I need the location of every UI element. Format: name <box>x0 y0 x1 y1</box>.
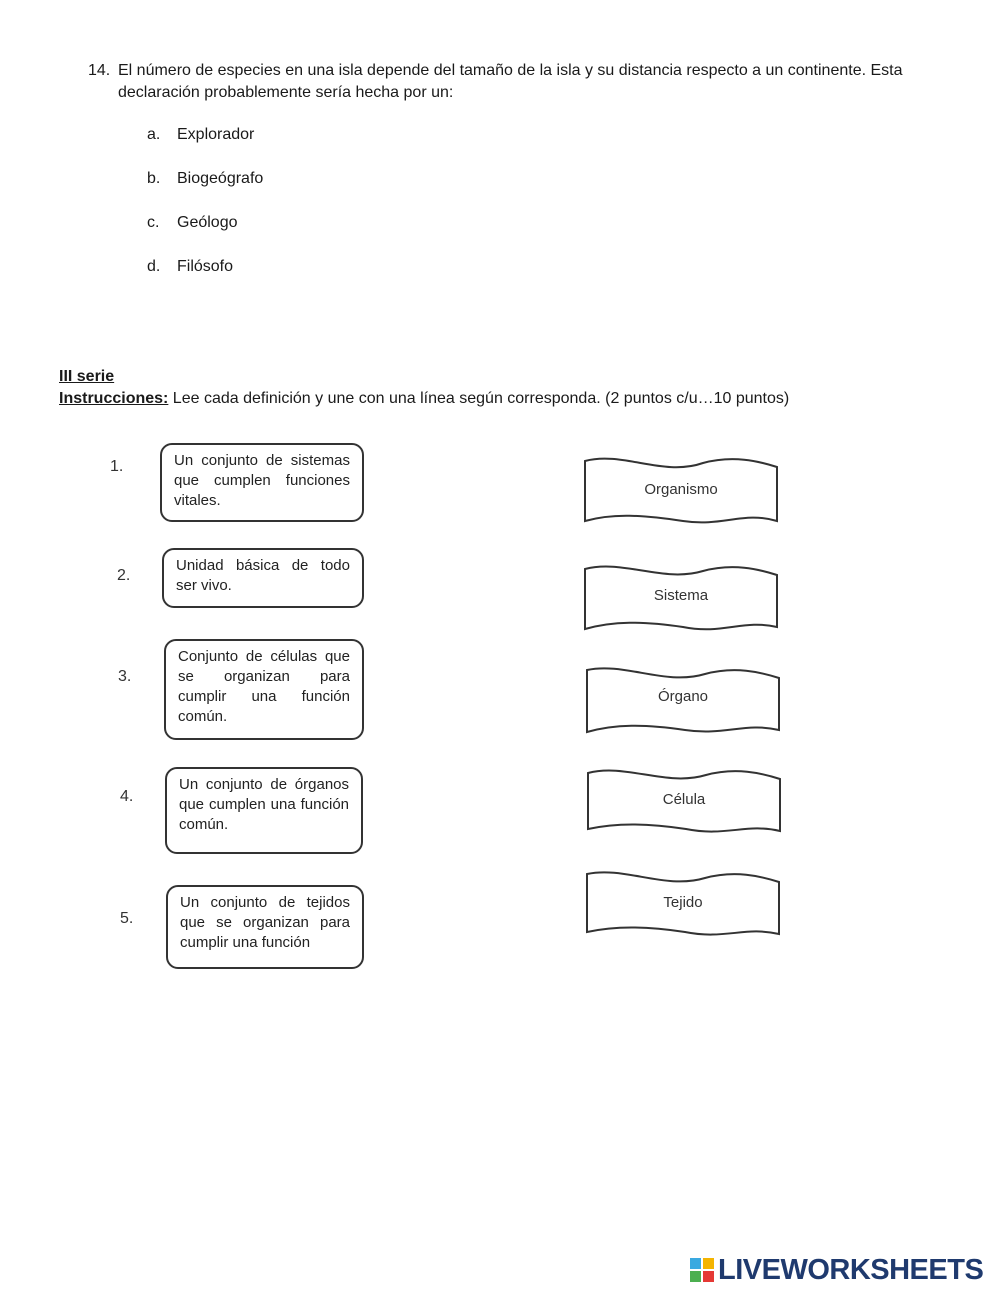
instructions <box>59 390 789 408</box>
term-label: Célula <box>662 791 706 808</box>
option-letter: a. <box>147 126 161 143</box>
question-text: El número de especies en una isla depende del tamaño de la isla y su distancia respecto a un continente. Esta declaración probablemente sería hecha por un: <box>118 62 903 101</box>
term-flag-celula[interactable] <box>586 767 782 839</box>
definition-box-1[interactable]: Un conjunto de sistemas que cumplen funciones vitales. <box>160 443 364 522</box>
term-flag-organismo[interactable] <box>583 457 779 529</box>
logo-text: LIVEWORKSHEETS <box>718 1254 984 1286</box>
option-letter: d. <box>147 258 161 275</box>
term-label: Órgano <box>657 688 709 705</box>
definition-box-2[interactable]: Unidad básica de todo ser vivo. <box>162 548 364 608</box>
term-label: Organismo <box>644 481 718 498</box>
definition-number: 5. <box>120 910 134 927</box>
option-text: Filósofo <box>177 258 234 275</box>
option-d[interactable] <box>147 258 233 276</box>
term-flag-organo[interactable] <box>585 666 781 738</box>
term-label: Sistema <box>653 587 709 604</box>
definition-number: 3. <box>118 668 132 685</box>
instructions-label: Instrucciones: <box>59 390 169 407</box>
instructions-text: Lee cada definición y une con una línea según corresponda. (2 puntos c/u…10 puntos) <box>168 390 790 407</box>
definition-number: 4. <box>120 788 134 805</box>
option-text: Geólogo <box>177 214 238 231</box>
definition-box-4[interactable]: Un conjunto de órganos que cumplen una función común. <box>165 767 363 854</box>
option-text: Biogeógrafo <box>177 170 264 187</box>
definition-number: 1. <box>110 458 124 475</box>
option-text: Explorador <box>177 126 255 143</box>
term-flag-sistema[interactable] <box>583 563 779 635</box>
section-title: III serie <box>59 368 115 385</box>
definition-box-3[interactable]: Conjunto de células que se organizan para cumplir una función común. <box>164 639 364 740</box>
term-label: Tejido <box>663 894 703 911</box>
option-letter: c. <box>147 214 160 231</box>
term-flag-tejido[interactable] <box>585 870 781 942</box>
option-letter: b. <box>147 170 161 187</box>
definition-box-5[interactable]: Un conjunto de tejidos que se organizan para cumplir una función <box>166 885 364 969</box>
question-number: 14. <box>88 62 111 79</box>
logo-mark-icon <box>690 1258 716 1282</box>
option-c[interactable] <box>147 214 238 232</box>
option-b[interactable] <box>147 170 263 188</box>
option-a[interactable] <box>147 126 254 144</box>
definition-number: 2. <box>117 567 131 584</box>
